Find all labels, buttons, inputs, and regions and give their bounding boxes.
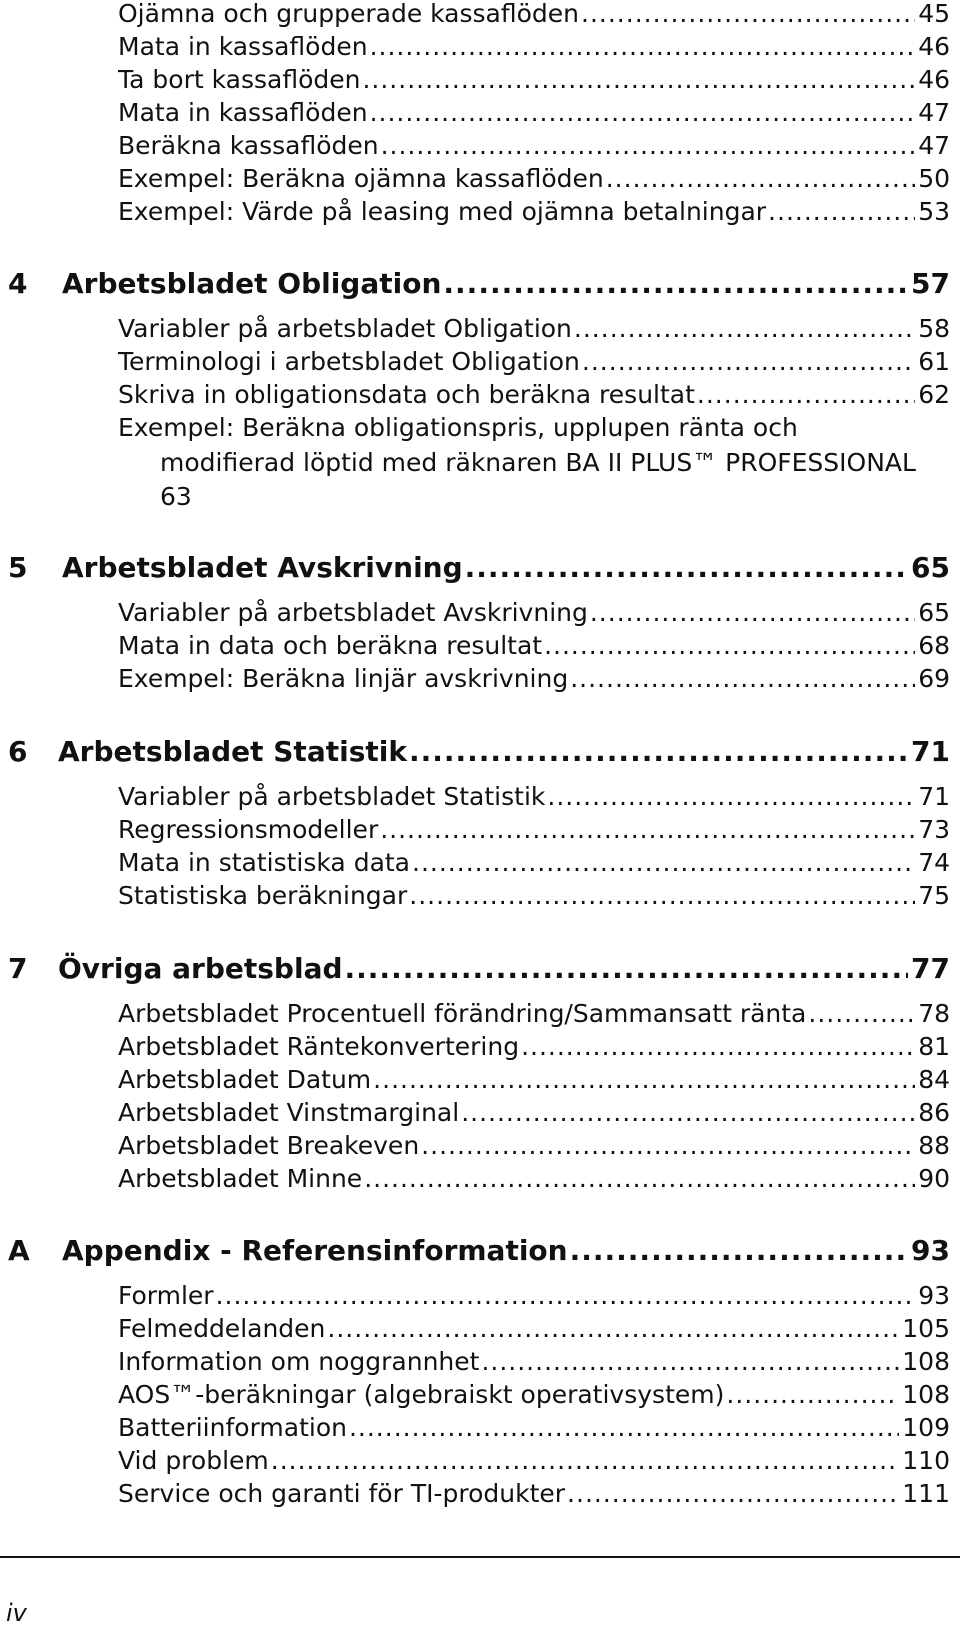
toc-entry-page: 108 xyxy=(902,1380,950,1409)
toc-entry[interactable] xyxy=(0,846,960,882)
toc-entry-page: 58 xyxy=(918,314,950,343)
toc-entry[interactable] xyxy=(0,629,960,665)
toc-entry-title: Ojämna och grupperade kassaflöden xyxy=(118,0,580,28)
toc-entry-page: 69 xyxy=(918,664,950,693)
toc-entry-title: Mata in kassaflöden xyxy=(118,32,368,61)
toc-entry-page: 73 xyxy=(918,815,950,844)
toc-entry-title-line: modifierad löptid med räknaren BA II PLUS™ PROFESSIONAL xyxy=(160,448,916,477)
toc-entry-title: Mata in statistiska data xyxy=(118,848,411,877)
toc-entry-page: 111 xyxy=(902,1479,950,1508)
toc-entry[interactable] xyxy=(0,1477,960,1513)
dot-leader xyxy=(364,1162,915,1196)
toc-entry-title: Arbetsbladet Vinstmarginal xyxy=(118,1098,460,1127)
toc-entry-title: Exempel: Beräkna linjär avskrivning xyxy=(118,664,569,693)
dot-leader xyxy=(349,1411,899,1445)
toc-entry-page: 65 xyxy=(918,598,950,627)
toc-entry[interactable] xyxy=(0,162,960,198)
toc-entry-title: Regressionsmodeller xyxy=(118,815,379,844)
toc-entry-title: Arbetsbladet Procentuell förändring/Sammansatt ränta xyxy=(118,999,807,1028)
toc-entry-page: 47 xyxy=(918,98,950,127)
toc-entry-title: Formler xyxy=(118,1281,214,1310)
toc-entry-title: Ta bort kassaflöden xyxy=(118,65,361,94)
chapter-page: 93 xyxy=(911,1234,950,1267)
toc-entry-title: Arbetsbladet Datum xyxy=(118,1065,372,1094)
dot-leader xyxy=(570,662,915,696)
toc-entry[interactable] xyxy=(0,879,960,915)
dot-leader xyxy=(443,265,908,303)
dot-leader xyxy=(373,1063,915,1097)
dot-leader xyxy=(380,813,915,847)
toc-entry-title: Information om noggrannhet xyxy=(118,1347,480,1376)
toc-entry-title: Terminologi i arbetsbladet Obligation xyxy=(118,347,580,376)
toc-entry[interactable] xyxy=(0,1411,960,1447)
toc-entry-page: 78 xyxy=(918,999,950,1028)
chapter-title: Övriga arbetsblad xyxy=(58,952,343,985)
dot-leader xyxy=(581,0,915,31)
toc-entry-title: Vid problem xyxy=(118,1446,269,1475)
toc-entry[interactable] xyxy=(0,997,960,1033)
dot-leader xyxy=(582,345,915,379)
dot-leader xyxy=(465,549,908,587)
toc-entry-page: 62 xyxy=(918,380,950,409)
toc-entry-page: 47 xyxy=(918,131,950,160)
toc-entry[interactable] xyxy=(0,1378,960,1414)
toc-entry[interactable] xyxy=(0,1312,960,1348)
toc-entry[interactable] xyxy=(0,1129,960,1165)
toc-entry-page: 109 xyxy=(902,1413,950,1442)
dot-leader xyxy=(547,780,915,814)
chapter-heading-7[interactable] xyxy=(0,950,960,986)
chapter-title: Arbetsbladet Avskrivning xyxy=(62,551,463,584)
chapter-number: A xyxy=(8,1234,30,1267)
toc-entry[interactable] xyxy=(0,1063,960,1099)
dot-leader xyxy=(567,1477,899,1511)
toc-entry[interactable] xyxy=(0,63,960,99)
footer-rule xyxy=(0,1556,960,1558)
toc-entry-page: 68 xyxy=(918,631,950,660)
toc-entry-page: 88 xyxy=(918,1131,950,1160)
toc-entry[interactable] xyxy=(0,129,960,165)
dot-leader xyxy=(574,312,915,346)
toc-entry-title: AOS™-beräkningar (algebraiskt operativsystem) xyxy=(118,1380,725,1409)
toc-entry-title: Beräkna kassaflöden xyxy=(118,131,379,160)
chapter-number: 7 xyxy=(8,952,28,985)
toc-entry[interactable] xyxy=(0,1444,960,1480)
toc-entry[interactable] xyxy=(0,1279,960,1315)
toc-entry-title: Variabler på arbetsbladet Statistik xyxy=(118,782,546,811)
toc-entry[interactable] xyxy=(0,1345,960,1381)
chapter-heading-6[interactable] xyxy=(0,733,960,769)
chapter-number: 5 xyxy=(8,551,28,584)
toc-entry[interactable] xyxy=(0,813,960,849)
toc-entry-title-line: Exempel: Beräkna obligationspris, upplupen ränta och xyxy=(118,413,798,442)
chapter-heading-5[interactable] xyxy=(0,549,960,585)
toc-entry-title: Mata in data och beräkna resultat xyxy=(118,631,543,660)
toc-entry[interactable] xyxy=(0,596,960,632)
toc-entry-page: 81 xyxy=(918,1032,950,1061)
toc-entry-title: Arbetsbladet Minne xyxy=(118,1164,363,1193)
toc-entry-page: 93 xyxy=(918,1281,950,1310)
dot-leader xyxy=(362,63,915,97)
chapter-title: Arbetsbladet Statistik xyxy=(58,735,407,768)
dot-leader xyxy=(521,1030,915,1064)
toc-entry[interactable] xyxy=(0,378,960,414)
dot-leader xyxy=(409,879,915,913)
toc-entry[interactable] xyxy=(0,1162,960,1198)
toc-entry-title: Variabler på arbetsbladet Avskrivning xyxy=(118,598,588,627)
dot-leader xyxy=(461,1096,915,1130)
toc-entry-title: Arbetsbladet Räntekonvertering xyxy=(118,1032,520,1061)
chapter-page: 57 xyxy=(911,267,950,300)
toc-entry[interactable] xyxy=(0,345,960,381)
dot-leader xyxy=(381,129,916,163)
toc-entry-page: 50 xyxy=(918,164,950,193)
chapter-title: Arbetsbladet Obligation xyxy=(62,267,442,300)
dot-leader xyxy=(271,1444,900,1478)
dot-leader xyxy=(421,1129,915,1163)
chapter-page: 77 xyxy=(911,952,950,985)
toc-entry-page: 46 xyxy=(918,65,950,94)
dot-leader xyxy=(216,1279,916,1313)
toc-entry[interactable] xyxy=(0,312,960,348)
toc-entry-page: 45 xyxy=(918,0,950,28)
toc-entry-title: Service och garanti för TI-produkter xyxy=(118,1479,566,1508)
dot-leader xyxy=(370,30,916,64)
toc-entry-page: 61 xyxy=(918,347,950,376)
page-folio: iv xyxy=(6,1599,27,1627)
toc-entry-title: Skriva in obligationsdata och beräkna resultat xyxy=(118,380,695,409)
toc-entry-title: Exempel: Värde på leasing med ojämna betalningar xyxy=(118,197,767,226)
toc-entry[interactable] xyxy=(0,195,960,231)
chapter-number: 6 xyxy=(8,735,28,768)
toc-entry-page: 74 xyxy=(918,848,950,877)
dot-leader xyxy=(606,162,915,196)
toc-entry-page: 84 xyxy=(918,1065,950,1094)
dot-leader xyxy=(412,846,915,880)
toc-entry[interactable] xyxy=(0,0,960,33)
dot-leader xyxy=(327,1312,899,1346)
dot-leader xyxy=(370,96,916,130)
dot-leader xyxy=(768,195,915,229)
toc-entry[interactable] xyxy=(0,780,960,816)
chapter-heading-appendix-a[interactable] xyxy=(0,1232,960,1268)
toc-entry-page: 71 xyxy=(918,782,950,811)
toc-entry-page: 105 xyxy=(902,1314,950,1343)
dot-leader xyxy=(590,596,915,630)
chapter-title: Appendix - Referensinformation xyxy=(62,1234,568,1267)
toc-entry-title: Batteriinformation xyxy=(118,1413,347,1442)
dot-leader xyxy=(409,733,908,771)
chapter-heading-4[interactable] xyxy=(0,265,960,301)
chapter-page: 65 xyxy=(911,551,950,584)
toc-entry[interactable] xyxy=(0,1096,960,1132)
dot-leader xyxy=(697,378,915,412)
dot-leader xyxy=(726,1378,899,1412)
toc-entry-title: Arbetsbladet Breakeven xyxy=(118,1131,420,1160)
toc-entry-title: Variabler på arbetsbladet Obligation xyxy=(118,314,572,343)
toc-entry-page: 86 xyxy=(918,1098,950,1127)
toc-entry[interactable] xyxy=(0,1030,960,1066)
dot-leader xyxy=(481,1345,899,1379)
toc-entry[interactable] xyxy=(0,662,960,698)
toc-entry-page: 108 xyxy=(902,1347,950,1376)
toc-entry-title: Exempel: Beräkna ojämna kassaflöden xyxy=(118,164,604,193)
toc-entry-page: 75 xyxy=(918,881,950,910)
toc-entry-title: Mata in kassaflöden xyxy=(118,98,368,127)
dot-leader xyxy=(808,997,915,1031)
toc-entry-page: 90 xyxy=(918,1164,950,1193)
dot-leader xyxy=(570,1232,908,1270)
chapter-number: 4 xyxy=(8,267,28,300)
toc-entry-title: Statistiska beräkningar xyxy=(118,881,408,910)
toc-entry-page: 110 xyxy=(902,1446,950,1475)
chapter-page: 71 xyxy=(911,735,950,768)
dot-leader xyxy=(544,629,915,663)
toc-entry[interactable] xyxy=(0,96,960,132)
toc-entry-page: 53 xyxy=(918,197,950,226)
toc-entry[interactable] xyxy=(0,30,960,66)
toc-entry-page: 46 xyxy=(918,32,950,61)
dot-leader xyxy=(345,950,909,988)
toc-entry-title: Felmeddelanden xyxy=(118,1314,326,1343)
toc-entry-page: 63 xyxy=(160,482,192,511)
